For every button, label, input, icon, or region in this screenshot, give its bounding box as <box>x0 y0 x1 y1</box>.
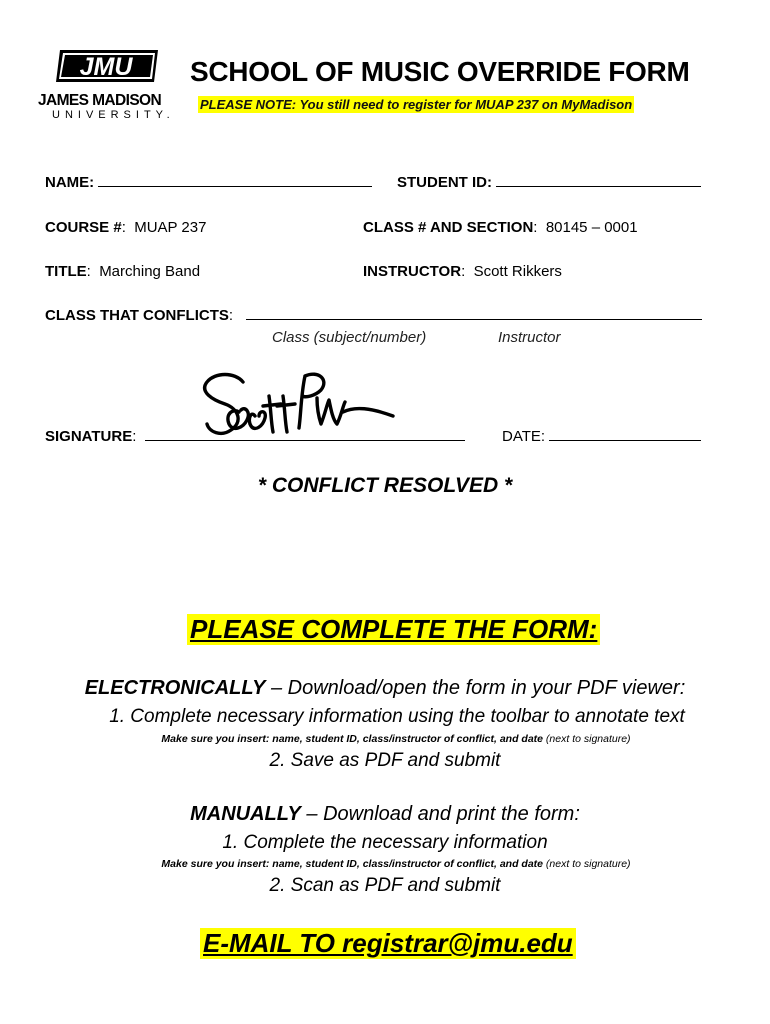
complete-form-heading: PLEASE COMPLETE THE FORM: <box>187 614 600 645</box>
instructor-row: INSTRUCTOR: Scott Rikkers <box>363 263 562 280</box>
conflict-resolved-stamp: * CONFLICT RESOLVED * <box>257 474 513 497</box>
title-label: TITLE <box>45 263 87 280</box>
manual-note-rest: (next to signature) <box>543 858 631 870</box>
date-field[interactable] <box>549 440 701 441</box>
electronic-rest: – Download/open the form in your PDF viewer: <box>265 677 686 699</box>
class-section-row: CLASS # AND SECTION: 80145 – 0001 <box>363 219 638 236</box>
conflict-instructor-caption: Instructor <box>498 329 561 346</box>
electronic-note <box>0 733 770 745</box>
student-id-label: STUDENT ID: <box>397 174 492 191</box>
electronic-step2: 2. Save as PDF and submit <box>269 750 501 771</box>
course-value: MUAP 237 <box>134 219 207 236</box>
page-title: SCHOOL OF MUSIC OVERRIDE FORM <box>190 56 690 87</box>
manual-note-bold: Make sure you insert: name, student ID, class/instructor of conflict, and date <box>161 858 544 870</box>
date-label: DATE: <box>502 428 546 445</box>
course-label: COURSE # <box>45 219 122 236</box>
instructor-label: INSTRUCTOR <box>363 263 462 280</box>
manual-step1: 1. Complete the necessary information <box>222 832 548 853</box>
manual-step2: 2. Scan as PDF and submit <box>269 875 501 896</box>
jmu-logo <box>38 48 183 126</box>
title-row: TITLE: Marching Band <box>45 263 201 280</box>
electronic-step1: 1. Complete necessary information using the toolbar to annotate text <box>109 706 685 727</box>
jmu-logo-mark <box>54 48 160 84</box>
logo-mark-text: JMU <box>79 53 133 81</box>
logo-line1: JAMES MADISON <box>38 92 162 109</box>
manual-heading <box>0 803 770 826</box>
electronic-note-rest: (next to signature) <box>543 733 631 745</box>
name-field[interactable] <box>98 186 372 187</box>
name-row <box>45 174 372 191</box>
date-row <box>502 428 701 445</box>
manual-rest: – Download and print the form: <box>300 803 580 825</box>
manual-note <box>0 858 770 870</box>
conflict-label: CLASS THAT CONFLICTS <box>45 307 229 324</box>
email-registrar[interactable]: E-MAIL TO registrar@jmu.edu <box>200 928 576 959</box>
electronic-bold: ELECTRONICALLY <box>84 677 266 699</box>
course-row: COURSE #: MUAP 237 <box>45 219 207 236</box>
conflict-class-caption: Class (subject/number) <box>272 329 427 346</box>
manual-bold: MANUALLY <box>190 803 301 825</box>
logo-line2: UNIVERSITY. <box>52 109 175 121</box>
student-id-field[interactable] <box>496 186 701 187</box>
conflict-field[interactable] <box>246 319 702 320</box>
conflict-row: CLASS THAT CONFLICTS: <box>45 307 702 324</box>
name-label: NAME: <box>45 174 95 191</box>
signature-field[interactable] <box>145 440 465 441</box>
electronic-heading <box>0 677 770 700</box>
student-id-row <box>397 174 701 191</box>
class-section-value: 80145 – 0001 <box>545 219 638 236</box>
signature-row: SIGNATURE: <box>45 428 465 445</box>
class-section-label: CLASS # AND SECTION <box>363 219 534 236</box>
electronic-note-bold: Make sure you insert: name, student ID, class/instructor of conflict, and date <box>161 733 544 745</box>
signature-label: SIGNATURE <box>45 428 133 445</box>
registration-note: PLEASE NOTE: You still need to register for MUAP 237 on MyMadison <box>200 97 633 112</box>
title-value: Marching Band <box>99 263 201 280</box>
instructor-value: Scott Rikkers <box>473 263 562 280</box>
